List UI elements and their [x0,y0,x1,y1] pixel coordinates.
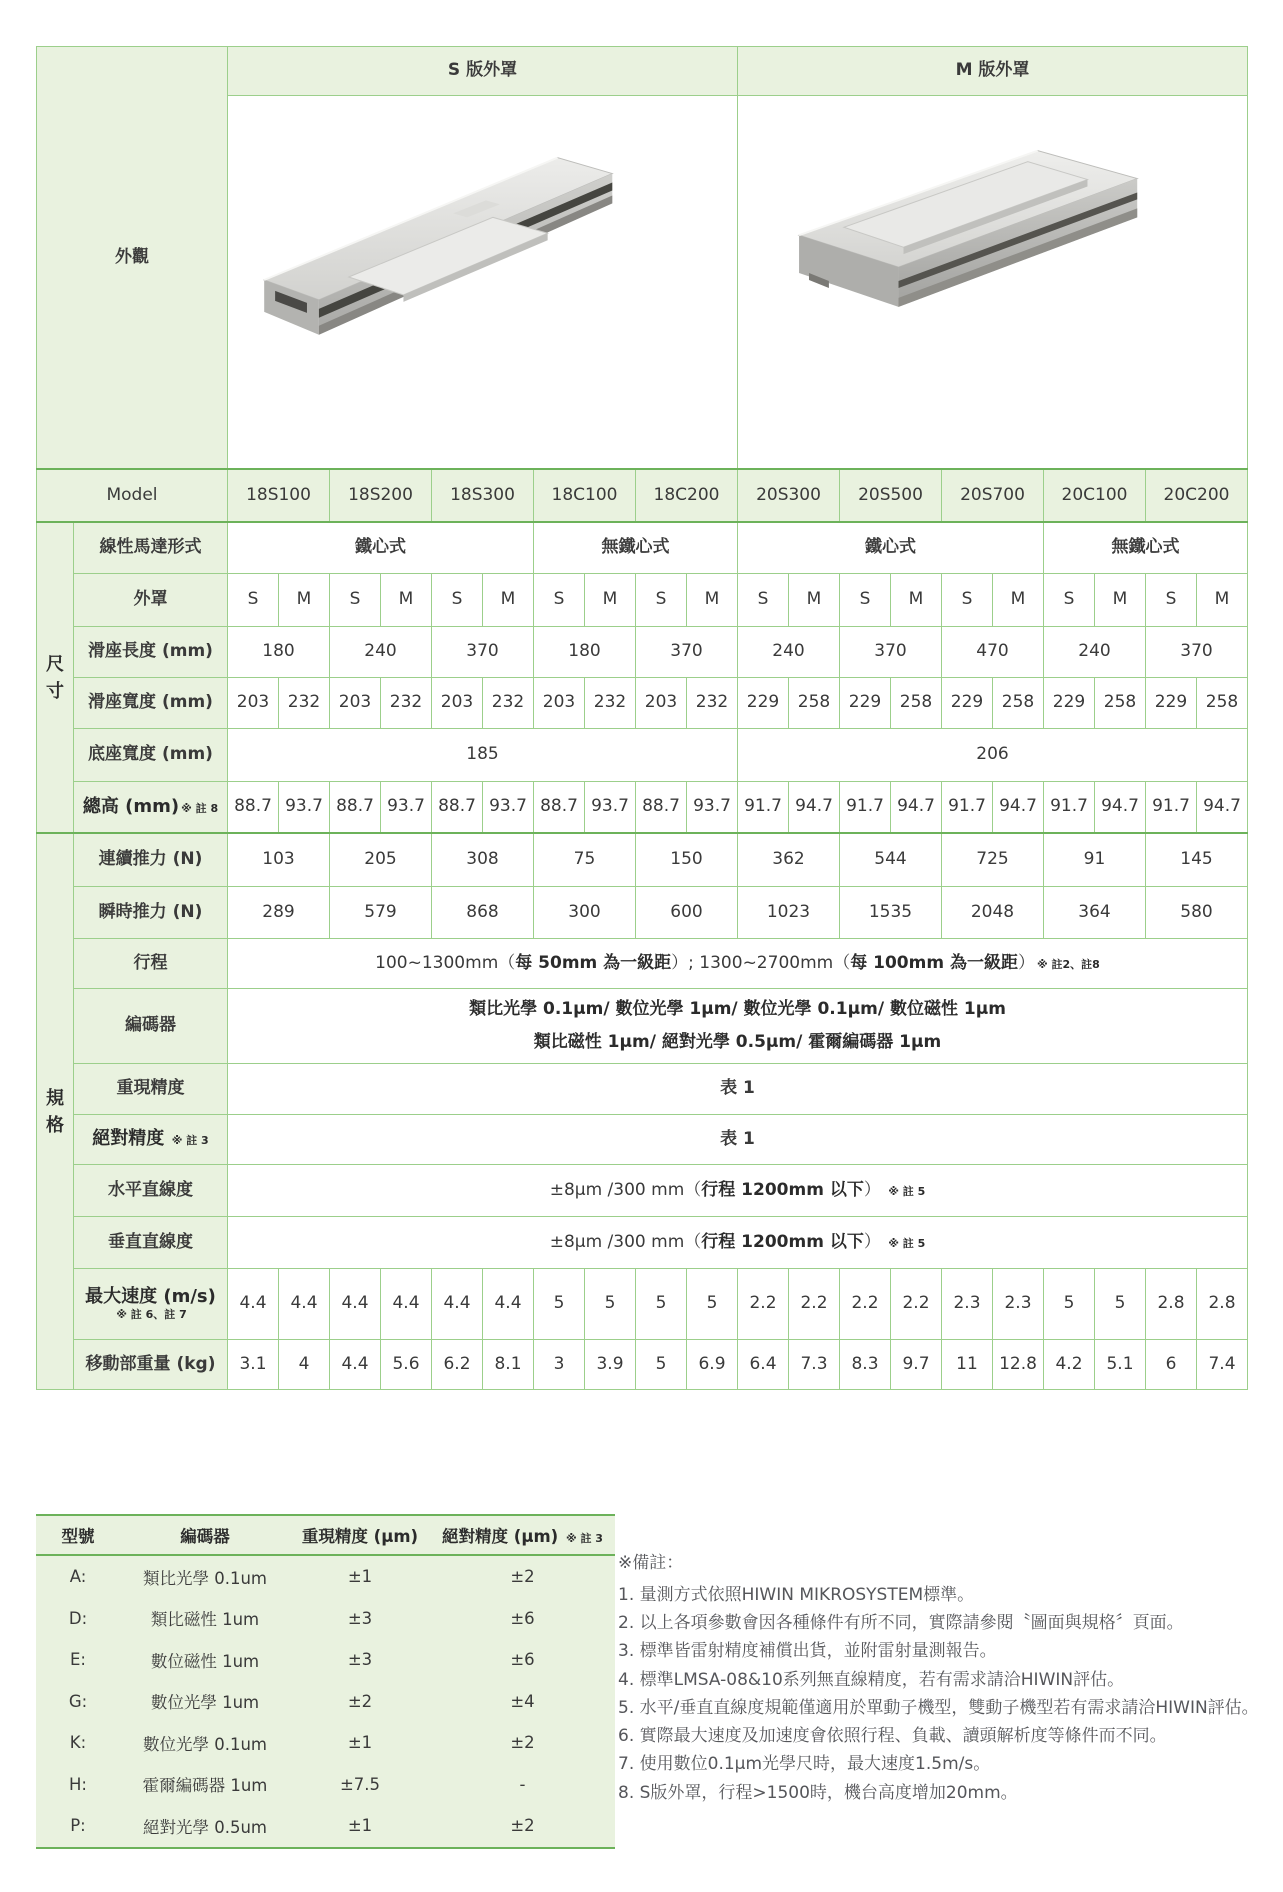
spec-cell: 8.3 [840,1339,891,1389]
cover-header-row [37,47,1248,96]
slider-length-row [37,626,1248,677]
spec-cell: 258 [1197,677,1248,728]
m-cover-header: M 版外罩 [738,47,1248,96]
spec-cell: 5 [534,1268,585,1339]
spec-cell: 229 [1146,677,1197,728]
spec-cell: 308 [432,833,534,886]
spec-cell: 4.4 [381,1268,432,1339]
spec-cell: 無鐵心式 [1044,522,1248,573]
model-name: 20C200 [1146,469,1248,522]
spec-cell: 203 [330,677,381,728]
spec-cell: 2.2 [840,1268,891,1339]
spec-cell: 4.4 [330,1339,381,1389]
spec-cell: 91.7 [1044,781,1095,833]
spec-cell: 表 1 [228,1063,1248,1114]
encoder-table-row [36,1556,615,1598]
encoder-repeatability: ±3 [347,1650,373,1670]
spec-cell: M [381,573,432,626]
spec-cell: 2.2 [891,1268,942,1339]
spec-cell: 91.7 [1146,781,1197,833]
encoder-type: 數位磁性 1um [150,1651,260,1671]
spec-cell: 4.4 [432,1268,483,1339]
straightness-text: ±8μm /300 mm（ [549,1179,702,1200]
spec-cell: 206 [738,728,1248,781]
encoder-type: 類比光學 0.1um [142,1568,268,1588]
note-ref: ※ 註 6、註 7 [116,1307,187,1321]
spec-cell: 6.4 [738,1339,789,1389]
encoder-type: 類比磁性 1um [150,1610,260,1630]
spec-cell: 203 [228,677,279,728]
spec-cell: 4.4 [228,1268,279,1339]
encoder-options-line1: 類比光學 0.1μm/ 數位光學 1μm/ 數位光學 0.1μm/ 數位磁性 1μm [469,998,1006,1019]
straightness-text-bold: 行程 1200mm 以下 [701,1231,864,1252]
spec-cell: S [330,573,381,626]
spec-cell: S [1146,573,1197,626]
encoder-table-row [36,1598,615,1640]
encoder-code: A: [69,1567,87,1587]
spec-cell: 94.7 [891,781,942,833]
stroke-text: ） [1017,952,1035,973]
spec-cell: 2.3 [993,1268,1044,1339]
row-label-stroke: 行程 [74,938,228,988]
spec-cell: 4.4 [483,1268,534,1339]
spec-cell: S [840,573,891,626]
spec-cell: 表 1 [228,1114,1248,1164]
cover-row [37,573,1248,626]
encoder-header-repeatability: 重現精度 (μm) [301,1527,419,1546]
spec-cell: 364 [1044,886,1146,938]
spec-cell: 232 [687,677,738,728]
spec-cell: 229 [1044,677,1095,728]
spec-cell: 93.7 [483,781,534,833]
spec-cell: 88.7 [636,781,687,833]
model-name: 20C100 [1044,469,1146,522]
spec-cell: 93.7 [687,781,738,833]
spec-cell: 580 [1146,886,1248,938]
model-name: 20S500 [840,469,942,522]
spec-cell: 91.7 [738,781,789,833]
spec-cell: 203 [636,677,687,728]
spec-cell: 600 [636,886,738,938]
model-name: 20S700 [942,469,1044,522]
model-name: 20S300 [738,469,840,522]
model-label: Model [37,469,228,522]
spec-cell: 88.7 [330,781,381,833]
note-item: 1. 量測方式依照HIWIN MIKROSYSTEM標準。 [618,1585,975,1605]
spec-cell: M [891,573,942,626]
spec-cell: 6.2 [432,1339,483,1389]
spec-cell: 94.7 [1197,781,1248,833]
spec-cell: 232 [585,677,636,728]
motor-type-row [37,522,1248,573]
note-ref: ※ 註2、註8 [1036,957,1100,971]
encoder-header-absolute-text: 絕對精度 (μm) [442,1527,559,1546]
row-label-slider-length: 滑座長度 (mm) [74,626,228,677]
spec-cell: S [636,573,687,626]
row-label-moving-mass: 移動部重量 (kg) [74,1339,228,1389]
row-label-text: 最大速度 (m/s) [85,1286,216,1308]
stroke-text: ）; 1300~2700mm（ [671,952,851,973]
spec-cell: 4.2 [1044,1339,1095,1389]
encoder-type: 絕對光學 0.5um [142,1817,268,1837]
spec-cell: 370 [432,626,534,677]
encoder-absolute: ±2 [510,1816,535,1836]
row-label-absolute-accuracy [74,1114,228,1164]
spec-cell: 258 [891,677,942,728]
spec-cell: 2.3 [942,1268,993,1339]
spec-cell: M [993,573,1044,626]
encoder-table-row [36,1764,615,1806]
note-ref: ※ 註 3 [171,1134,209,1147]
spec-section-text: 規格 [46,1087,64,1136]
spec-cell-encoder [228,988,1248,1063]
spec-cell: 88.7 [228,781,279,833]
slider-width-row [37,677,1248,728]
m-cover-product-image [739,96,1247,462]
spec-cell: 91 [1044,833,1146,886]
encoder-repeatability: ±7.5 [339,1774,381,1794]
spec-cell: 7.4 [1197,1339,1248,1389]
spec-cell-stroke [228,938,1248,988]
encoder-options-line2: 類比磁性 1μm/ 絕對光學 0.5μm/ 霍爾編碼器 1μm [533,1031,942,1052]
spec-cell: M [585,573,636,626]
spec-cell: 4.4 [279,1268,330,1339]
spec-cell: 93.7 [585,781,636,833]
encoder-absolute: ±2 [510,1733,535,1753]
spec-cell: 2048 [942,886,1044,938]
spec-cell: 75 [534,833,636,886]
spec-cell: 289 [228,886,330,938]
encoder-code: G: [68,1691,88,1711]
spec-cell: 6.9 [687,1339,738,1389]
row-label-motor-type: 線性馬達形式 [74,522,228,573]
spec-cell: 88.7 [534,781,585,833]
spec-cell: 94.7 [789,781,840,833]
straightness-text: ±8μm /300 mm（ [549,1231,702,1252]
spec-cell: 5 [636,1268,687,1339]
spec-cell: 7.3 [789,1339,840,1389]
encoder-code: P: [70,1816,86,1836]
straightness-text-bold: 行程 1200mm 以下 [701,1179,864,1200]
encoder-absolute: ±6 [510,1650,535,1670]
spec-cell: 258 [1095,677,1146,728]
note-ref: ※ 註 3 [565,1532,603,1545]
encoder-table-row [36,1681,615,1723]
model-name: 18S100 [228,469,330,522]
encoder-code: K: [69,1733,87,1753]
spec-cell: 150 [636,833,738,886]
spec-cell-straightness [228,1164,1248,1216]
stroke-text-bold: 每 50mm 為一級距 [515,952,672,973]
model-name: 18C200 [636,469,738,522]
note-item: 6. 實際最大速度及加速度會依照行程、負載、讀頭解析度等條件而不同。 [618,1726,1167,1747]
spec-cell: S [1044,573,1095,626]
appearance-label: 外觀 [37,47,228,470]
spec-cell: 470 [942,626,1044,677]
spec-cell: 240 [738,626,840,677]
spec-cell: M [279,573,330,626]
spec-cell: 5 [585,1268,636,1339]
cont-force-row [37,833,1248,886]
spec-cell: 5 [1044,1268,1095,1339]
row-label-text: 絕對精度 [92,1128,165,1149]
spec-cell: 3.1 [228,1339,279,1389]
spec-cell: 362 [738,833,840,886]
spec-cell: 3 [534,1339,585,1389]
spec-cell: 1023 [738,886,840,938]
moving-mass-row [37,1339,1248,1389]
spec-cell: 5 [636,1339,687,1389]
row-label-vertical-straightness: 垂直直線度 [74,1216,228,1268]
spec-cell: 2.8 [1146,1268,1197,1339]
encoder-absolute: ±2 [510,1567,535,1587]
spec-cell: 8.1 [483,1339,534,1389]
spec-cell: 鐵心式 [738,522,1044,573]
spec-cell: 94.7 [993,781,1044,833]
spec-cell: S [942,573,993,626]
row-label-slider-width: 滑座寬度 (mm) [74,677,228,728]
spec-cell: 2.2 [738,1268,789,1339]
note-item: 5. 水平/垂直直線度規範僅適用於單動子機型，雙動子機型若有需求請洽HIWIN評估。 [618,1697,1259,1718]
encoder-header-absolute [430,1523,615,1547]
base-width-row [37,728,1248,781]
encoder-type: 霍爾編碼器 1um [142,1776,268,1796]
note-item: 3. 標準皆雷射精度補償出貨，並附雷射量測報告。 [618,1641,997,1662]
spec-cell-straightness [228,1216,1248,1268]
spec-cell: M [789,573,840,626]
encoder-repeatability: ±1 [347,1733,373,1753]
encoder-type: 數位光學 0.1um [142,1734,268,1754]
spec-cell: 4 [279,1339,330,1389]
encoder-absolute: - [519,1774,526,1794]
spec-cell: 180 [228,626,330,677]
spec-table [36,46,1248,1390]
note-item: 7. 使用數位0.1μm光學尺時，最大速度1.5m/s。 [618,1754,991,1775]
spec-cell: 258 [993,677,1044,728]
spec-cell: 579 [330,886,432,938]
straightness-text: ） [863,1179,881,1200]
encoder-code: H: [69,1774,87,1794]
note-ref: ※ 註 5 [888,1236,926,1250]
row-label-total-height [74,781,228,833]
stroke-text: 100~1300mm（ [375,952,516,973]
spec-cell: 12.8 [993,1339,1044,1389]
spec-cell: S [534,573,585,626]
spec-cell: S [738,573,789,626]
spec-cell: 203 [534,677,585,728]
row-label-base-width: 底座寬度 (mm) [74,728,228,781]
s-cover-product-image [229,96,737,462]
horizontal-straightness-row [37,1164,1248,1216]
absolute-accuracy-row [37,1114,1248,1164]
encoder-table-row [36,1639,615,1681]
dimension-section-label [37,522,74,833]
spec-section-label [37,833,74,1389]
spec-cell: 300 [534,886,636,938]
vertical-straightness-row [37,1216,1248,1268]
spec-cell: 鐵心式 [228,522,534,573]
encoder-absolute: ±6 [510,1608,535,1628]
note-ref: ※ 註 5 [888,1184,926,1198]
encoder-repeatability: ±3 [347,1608,373,1628]
spec-cell: 6 [1146,1339,1197,1389]
spec-cell: 1535 [840,886,942,938]
max-speed-row [37,1268,1248,1339]
row-label-horizontal-straightness: 水平直線度 [74,1164,228,1216]
encoder-table-row [36,1722,615,1764]
straightness-text: ） [863,1231,881,1252]
encoder-row [37,988,1248,1063]
spec-cell: 5 [1095,1268,1146,1339]
spec-cell: 725 [942,833,1044,886]
note-ref: ※ 註 8 [181,801,219,815]
spec-cell: 229 [738,677,789,728]
row-label-max-speed [74,1268,228,1339]
encoder-code: D: [68,1608,88,1628]
spec-cell: 258 [789,677,840,728]
spec-cell: 11 [942,1339,993,1389]
row-label-repeatability: 重現精度 [74,1063,228,1114]
spec-cell: 91.7 [840,781,891,833]
encoder-header-model: 型號 [61,1527,95,1546]
spec-cell: 145 [1146,833,1248,886]
model-row [37,469,1248,522]
s-cover-image-cell [228,96,738,470]
spec-cell: 205 [330,833,432,886]
encoder-absolute: ±4 [510,1691,535,1711]
encoder-table-header [36,1516,615,1556]
total-height-row [37,781,1248,833]
peak-force-row [37,886,1248,938]
encoder-repeatability: ±1 [347,1816,373,1836]
dimension-section-text: 尺寸 [46,653,64,702]
m-cover-image-cell [738,96,1248,470]
spec-cell: S [228,573,279,626]
encoder-code: E: [70,1650,86,1670]
row-label-encoder: 編碼器 [74,988,228,1063]
encoder-type: 數位光學 1um [150,1693,260,1713]
spec-cell: 232 [483,677,534,728]
row-label-text: 總高 (mm) [82,795,180,817]
encoder-accuracy-table [36,1514,615,1849]
row-label-peak-force: 瞬時推力 (N) [74,886,228,938]
stroke-row [37,938,1248,988]
spec-cell: 370 [636,626,738,677]
encoder-repeatability: ±2 [347,1691,373,1711]
spec-cell: 無鐵心式 [534,522,738,573]
spec-cell: 232 [381,677,432,728]
spec-cell: 2.8 [1197,1268,1248,1339]
spec-cell: 185 [228,728,738,781]
model-name: 18S300 [432,469,534,522]
spec-cell: 240 [330,626,432,677]
encoder-header-encoder: 編碼器 [180,1527,230,1546]
spec-cell: 93.7 [381,781,432,833]
spec-cell: 91.7 [942,781,993,833]
spec-cell: 544 [840,833,942,886]
spec-cell: 93.7 [279,781,330,833]
spec-cell: M [1095,573,1146,626]
spec-cell: M [483,573,534,626]
spec-cell: 240 [1044,626,1146,677]
spec-cell: 5 [687,1268,738,1339]
spec-cell: 232 [279,677,330,728]
spec-cell: S [432,573,483,626]
repeatability-row [37,1063,1248,1114]
spec-cell: 3.9 [585,1339,636,1389]
spec-cell: 229 [942,677,993,728]
row-label-cont-force: 連續推力 (N) [74,833,228,886]
notes-section [618,1548,1266,1807]
spec-cell: 370 [840,626,942,677]
encoder-table-row [36,1805,615,1847]
row-label-cover: 外罩 [74,573,228,626]
spec-cell: M [1197,573,1248,626]
spec-cell: 229 [840,677,891,728]
spec-table-container [36,46,1248,1390]
spec-cell: 4.4 [330,1268,381,1339]
spec-cell: 5.6 [381,1339,432,1389]
model-name: 18C100 [534,469,636,522]
s-cover-header: S 版外罩 [228,47,738,96]
spec-cell: 180 [534,626,636,677]
spec-cell: 103 [228,833,330,886]
spec-cell: 88.7 [432,781,483,833]
encoder-repeatability: ±1 [347,1567,373,1587]
stroke-text-bold: 每 100mm 為一級距 [850,952,1018,973]
spec-cell: 203 [432,677,483,728]
spec-cell: 370 [1146,626,1248,677]
spec-cell: 2.2 [789,1268,840,1339]
spec-cell: 5.1 [1095,1339,1146,1389]
note-item: 8. S版外罩，行程>1500時，機台高度增加20mm。 [618,1782,1018,1803]
model-name: 18S200 [330,469,432,522]
spec-cell: M [687,573,738,626]
spec-cell: 9.7 [891,1339,942,1389]
note-item: 4. 標準LMSA-08&10系列無直線精度，若有需求請洽HIWIN評估。 [618,1669,1125,1690]
note-item: 2. 以上各項參數會因各種條件有所不同，實際請參閱〝圖面與規格〞頁面。 [618,1613,1184,1634]
spec-cell: 94.7 [1095,781,1146,833]
spec-cell: 868 [432,886,534,938]
notes-title: ※備註： [618,1553,684,1573]
